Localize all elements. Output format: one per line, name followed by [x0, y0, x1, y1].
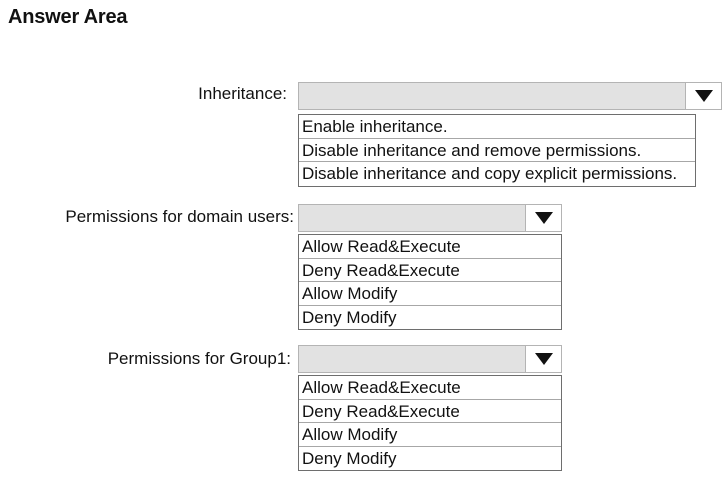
option-deny-modify[interactable]: Deny Modify [302, 307, 397, 327]
chevron-down-icon [534, 352, 554, 366]
option-deny-modify[interactable]: Deny Modify [302, 448, 397, 468]
domain-users-label: Permissions for domain users: [65, 207, 294, 226]
option-deny-read-execute[interactable]: Deny Read&Execute [299, 259, 561, 283]
inheritance-label: Inheritance: [198, 84, 287, 103]
domain-users-select[interactable] [298, 204, 562, 232]
chevron-down-icon [694, 89, 714, 103]
group1-dropdown-button[interactable] [525, 346, 561, 372]
group1-label: Permissions for Group1: [107, 349, 291, 368]
option-disable-remove[interactable]: Disable inheritance and remove permissions. [299, 139, 695, 163]
option-enable-inheritance[interactable]: Enable inheritance. [299, 115, 695, 139]
domain-users-dropdown-button[interactable] [525, 205, 561, 231]
inheritance-select[interactable] [298, 82, 722, 110]
chevron-down-icon [534, 211, 554, 225]
inheritance-dropdown-button[interactable] [685, 83, 721, 109]
answer-area-title: Answer Area [8, 6, 128, 28]
domain-users-options [298, 234, 562, 330]
group1-options [298, 375, 562, 471]
option-disable-copy[interactable]: Disable inheritance and copy explicit permissions. [302, 164, 678, 183]
option-allow-modify[interactable]: Allow Modify [299, 282, 561, 306]
inheritance-options [298, 114, 696, 187]
option-allow-read-execute[interactable]: Allow Read&Execute [299, 235, 561, 259]
option-allow-modify[interactable]: Allow Modify [299, 423, 561, 447]
option-deny-read-execute[interactable]: Deny Read&Execute [299, 400, 561, 424]
group1-select[interactable] [298, 345, 562, 373]
option-allow-read-execute[interactable]: Allow Read&Execute [299, 376, 561, 400]
